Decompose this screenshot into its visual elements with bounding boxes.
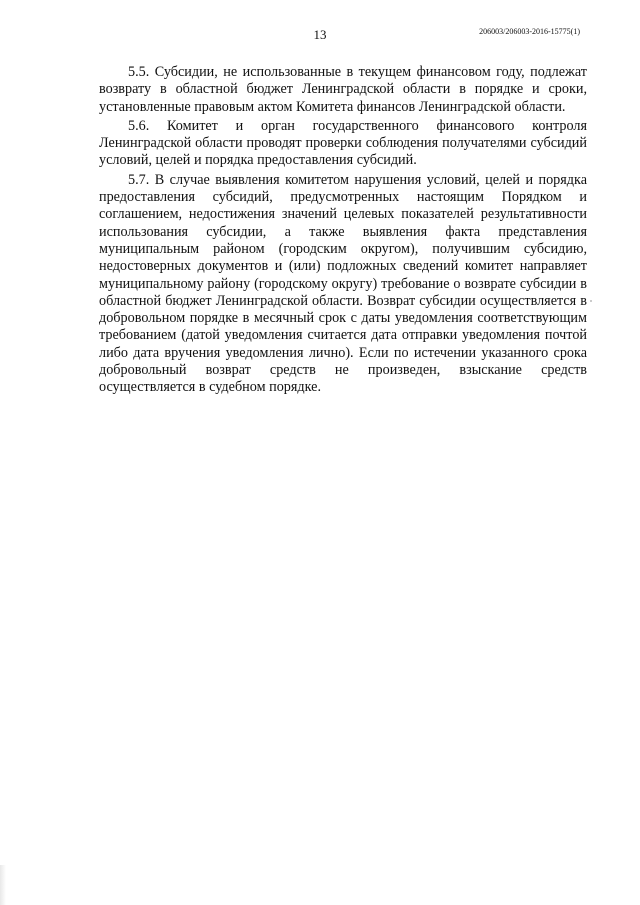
scan-edge-shadow <box>0 865 6 905</box>
document-id: 206003/206003-2016-15775(1) <box>479 27 580 36</box>
paragraph-5-6: 5.6. Комитет и орган государственного финансового контроля Ленинградской области проводят проверки соблюдения получателями субсидий условий, целей и порядка предоставления субсидий. <box>99 117 587 169</box>
page-number: 13 <box>313 27 327 42</box>
scan-speck <box>590 300 592 302</box>
paragraph-5-7: 5.7. В случае выявления комитетом нарушения условий, целей и порядка предоставления субсидий, предусмотренных настоящим Порядком и соглашением, недостижения значений целевых показателей результативности использования субсидии, а также выявления факта представления муниципальным районом (городским округом), получившим субсидию, недостоверных документов и (или) подложных сведений комитет направляет муниципальному району (городскому округу) требование о возврате субсидии в областной бюджет Ленинградской области. Возврат субсидии осуществляется в добровольном порядке в месячный срок с даты уведомления соответствующим требованием (датой уведомления считается дата отправки уведомления почтой либо дата вручения уведомления лично). Если по истечении указанного срока добровольный возврат средств не произведен, взыскание средств осуществляется в судебном порядке. <box>99 171 587 396</box>
document-body <box>99 64 587 399</box>
paragraph-5-5: 5.5. Субсидии, не использованные в текущем финансовом году, подлежат возврату в областной бюджет Ленинградской области в порядке и сроки, установленные правовым актом Комитета финансов Ленинградской области. <box>99 64 587 115</box>
